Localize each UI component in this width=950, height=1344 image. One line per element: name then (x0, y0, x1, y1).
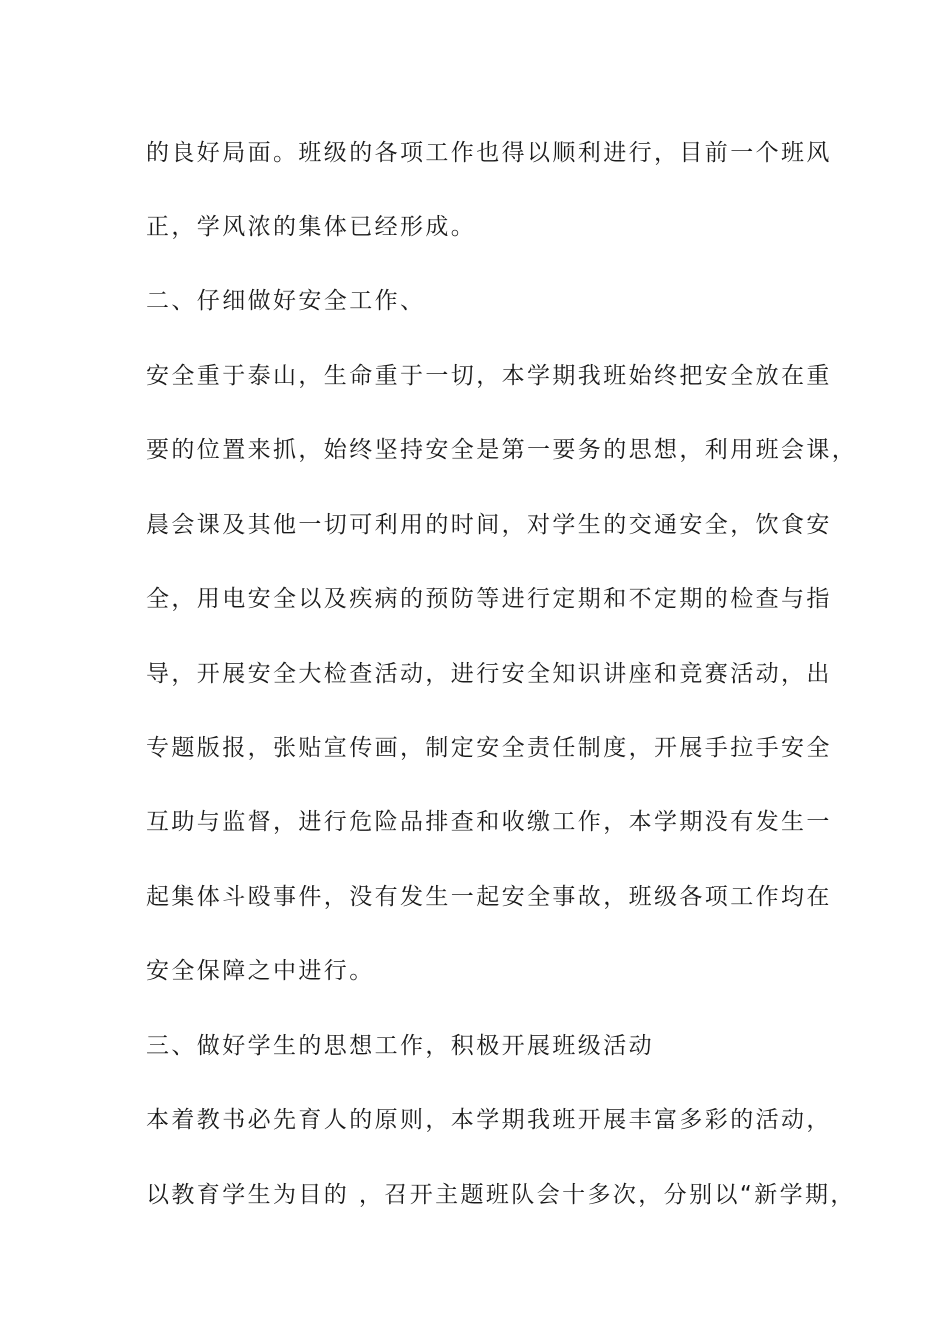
text-line-10: 互助与监督，进行危险品排查和收缴工作，本学期没有发生一 (146, 809, 832, 835)
text-line-14: 本着教书必先育人的原则，本学期我班开展丰富多彩的活动， (146, 1107, 832, 1133)
text-line-4: 安全重于泰山，生命重于一切，本学期我班始终把安全放在重 (146, 363, 832, 389)
text-line-2: 正，学风浓的集体已经形成。 (146, 214, 477, 240)
text-line-8: 导，开展安全大检查活动，进行安全知识讲座和竞赛活动，出 (146, 661, 832, 687)
text-line-12: 安全保障之中进行。 (146, 958, 375, 984)
text-line-6: 晨会课及其他一切可利用的时间，对学生的交通安全，饮食安 (146, 512, 832, 538)
text-line-5: 要的位置来抓，始终坚持安全是第一要务的思想，利用班会课， (146, 437, 858, 463)
text-line-9: 专题版报，张贴宣传画，制定安全责任制度，开展手拉手安全 (146, 735, 832, 761)
section-heading-activities: 三、做好学生的思想工作，积极开展班级活动 (146, 1033, 654, 1059)
text-line-15: 以教育学生为目的 ，召开主题班队会十多次，分别以“新学期， (146, 1182, 856, 1208)
text-line-11: 起集体斗殴事件，没有发生一起安全事故，班级各项工作均在 (146, 884, 832, 910)
text-line-7: 全，用电安全以及疾病的预防等进行定期和不定期的检查与指 (146, 586, 832, 612)
section-heading-safety: 二、仔细做好安全工作、 (146, 288, 426, 314)
text-line-1: 的良好局面。班级的各项工作也得以顺利进行，目前一个班风 (146, 140, 832, 166)
